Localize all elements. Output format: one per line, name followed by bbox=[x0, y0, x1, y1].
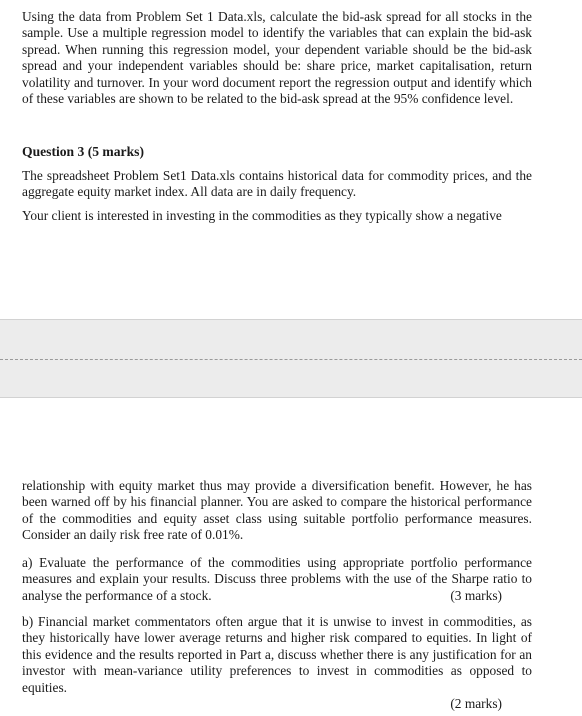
page-gap bbox=[0, 319, 582, 398]
page-break-line bbox=[0, 359, 582, 360]
question-3-paragraph-1: The spreadsheet Problem Set1 Data.xls contains historical data for commodity prices, and the aggregate equity market index. All data are in daily frequency. bbox=[22, 168, 532, 200]
intro-paragraph: Using the data from Problem Set 1 Data.xls, calculate the bid-ask spread for all stocks in the sample. Use a multiple regression model to identify the variables that can explain the bid-ask spread. When running this regression model, your dependent variable should be the bid-ask spread and your independent variables should be: share price, market capitalisation, return volatility and turnover. In your word document report the regression output and identify which of these variables are shown to be related to the bid-ask spread at the 95% confidence level. bbox=[22, 9, 532, 107]
question-3-paragraph-2-start: Your client is interested in investing in the commodities as they typically show a negative bbox=[22, 208, 502, 223]
part-b-marks: (2 marks) bbox=[450, 696, 502, 712]
part-b-text: b) Financial market commentators often argue that it is unwise to invest in commodities, as they historically have lower average returns and higher risk compared to equities. In light of this evidence and the results reported in Part a, discuss whether there is any justification for an investor with mean-variance utility preferences to invest in commodities as opposed to equities. bbox=[22, 614, 532, 695]
question-3-paragraph-2-continued: relationship with equity market thus may provide a diversification benefit. However, he has been warned off by his financial planner. You are asked to compare the historical performance of the commodities and equity asset class using suitable portfolio performance measures. Consider an daily risk free rate of 0.01%. bbox=[22, 478, 532, 543]
part-a-text: a) Evaluate the performance of the commodities using appropriate portfolio performance measures and explain your results. Discuss three problems with the use of the Sharpe ratio to analyse the performance of a stock. bbox=[22, 555, 532, 603]
part-a-marks: (3 marks) bbox=[450, 587, 502, 603]
part-b bbox=[22, 614, 532, 712]
part-a bbox=[22, 555, 532, 604]
question-3-heading: Question 3 (5 marks) bbox=[22, 144, 144, 159]
